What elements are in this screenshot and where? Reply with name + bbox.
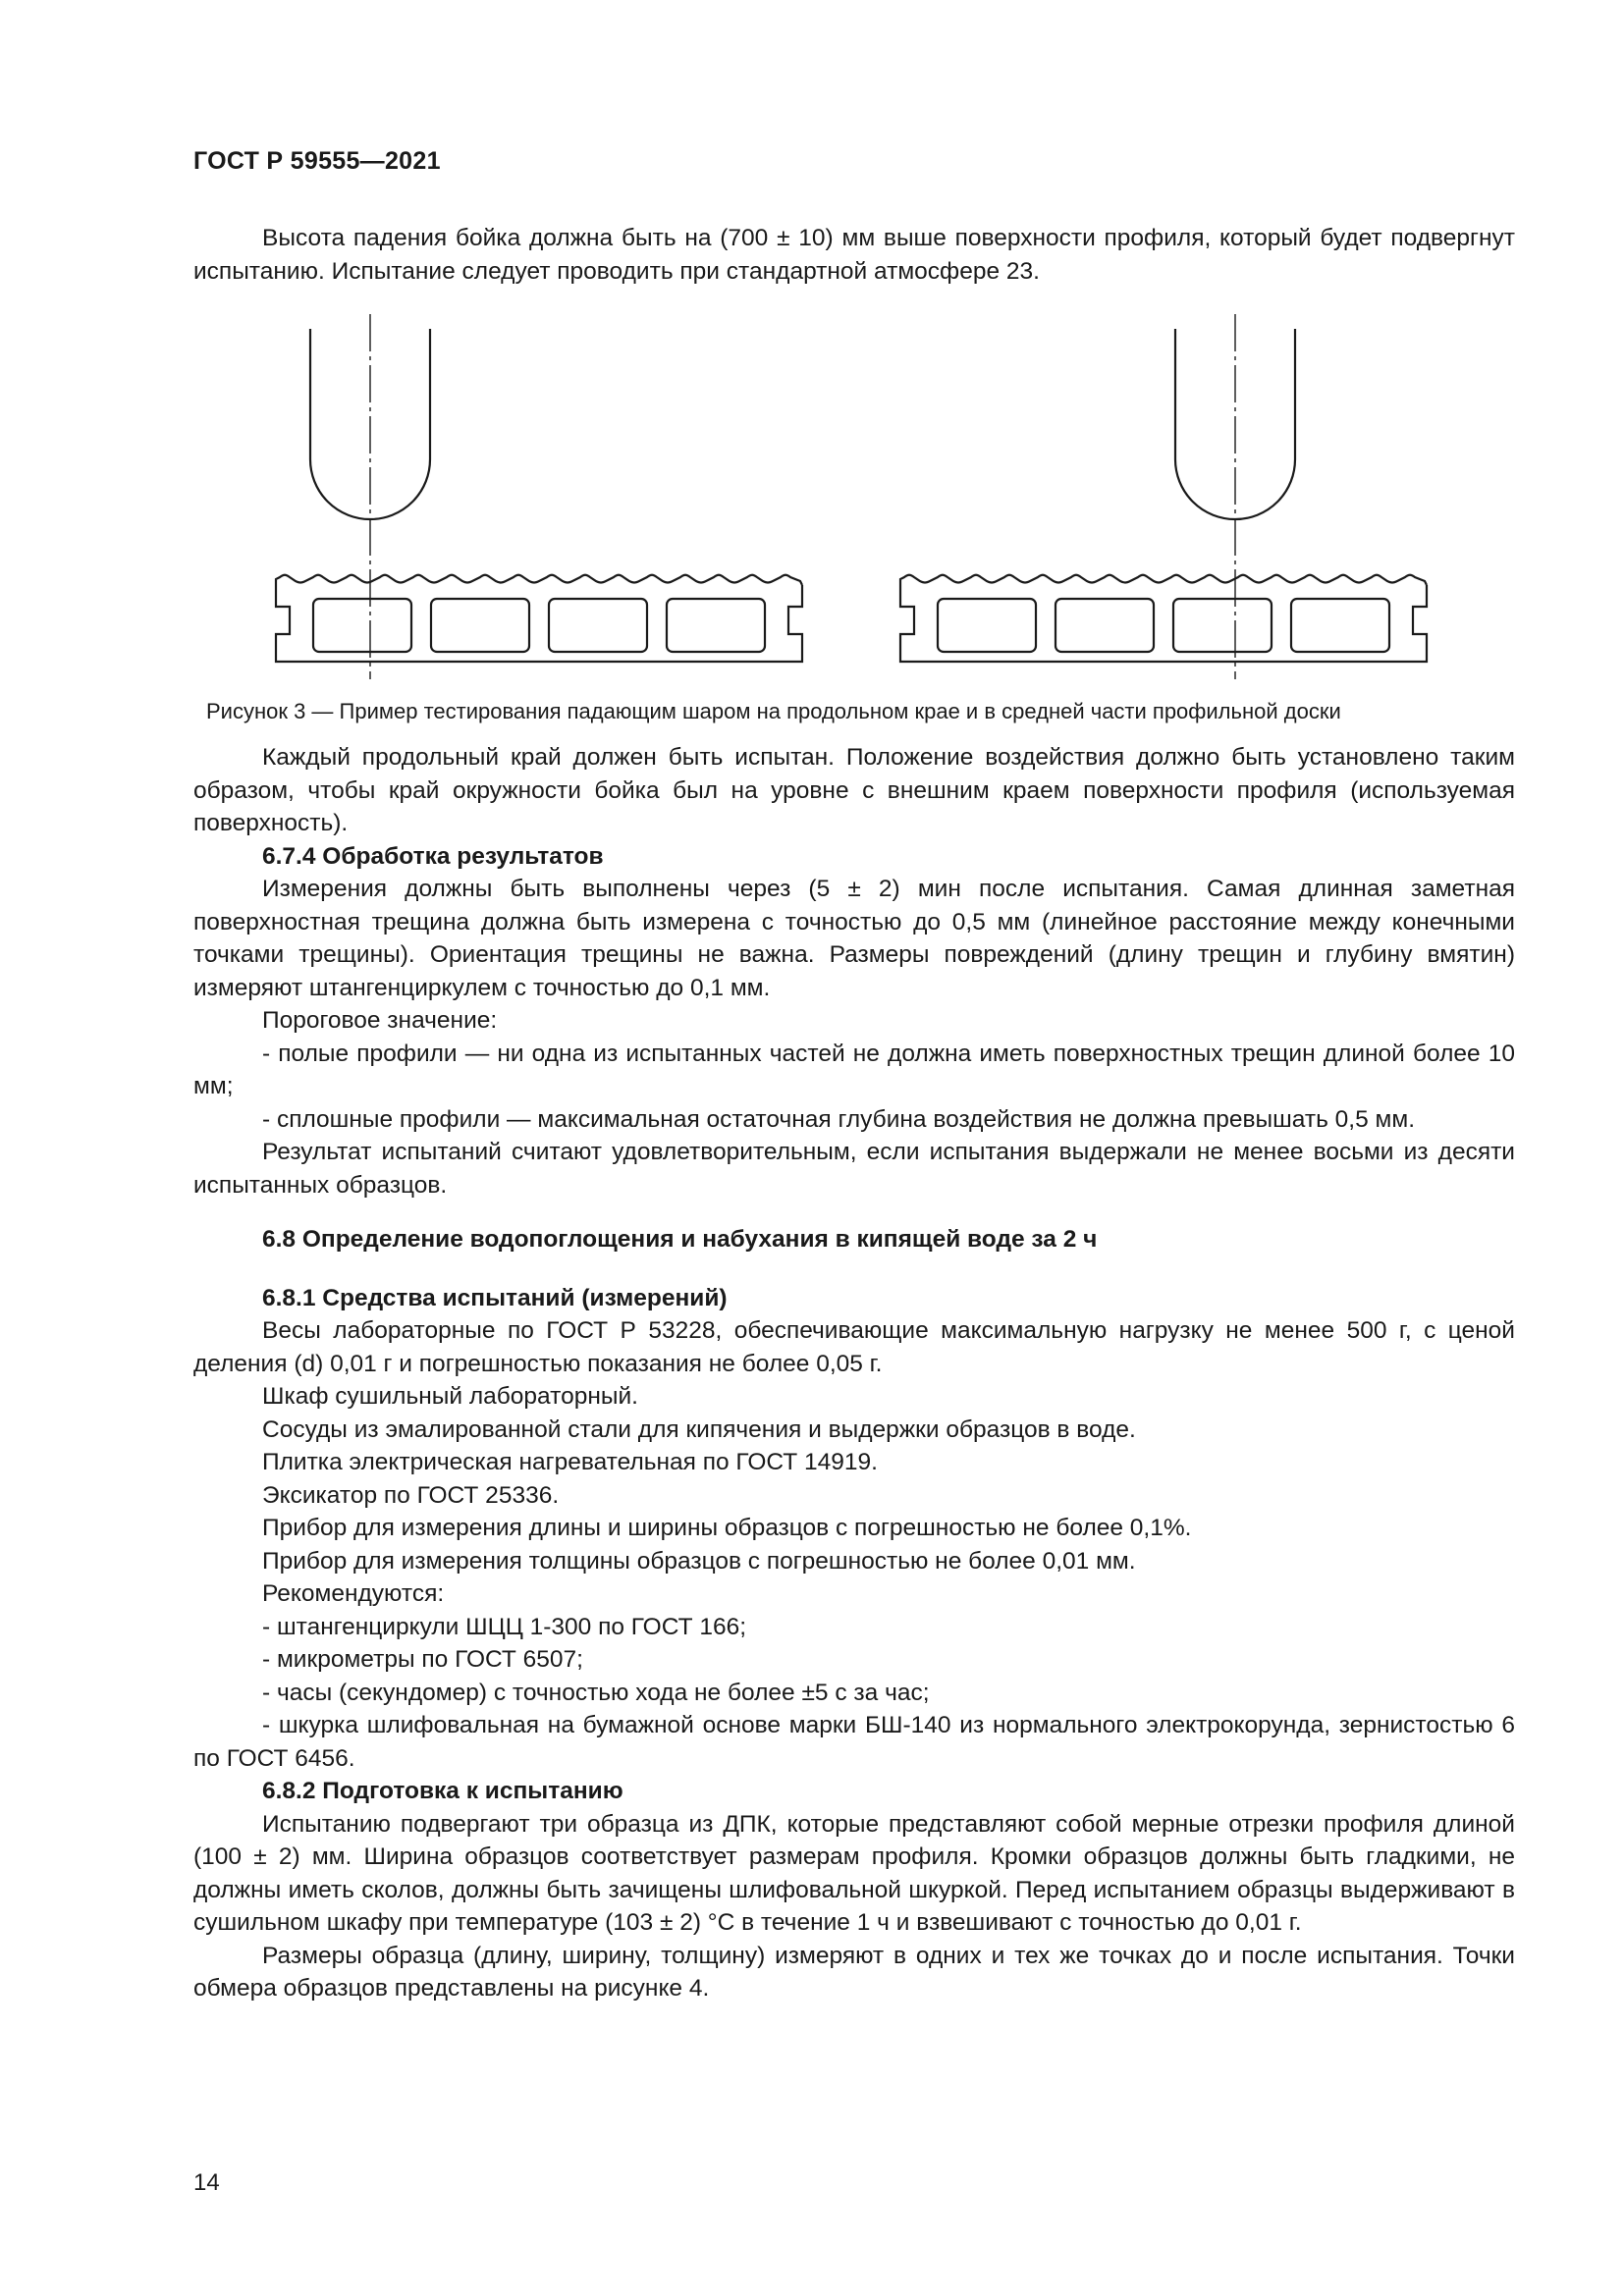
paragraph: Эксикатор по ГОСТ 25336. <box>262 1481 560 1509</box>
paragraph: Результат испытаний считают удовлетворительным, если испытания выдержали не менее восьми из десяти испытанных образцов. <box>193 1139 1515 1199</box>
figure-caption: Рисунок 3 — Пример тестирования падающим шаром на продольном крае и в средней части профильной доски <box>206 699 1341 723</box>
intro-text <box>193 222 1515 288</box>
section-heading-6-8: 6.8 Определение водопоглощения и набухания в кипящей воде за 2 ч <box>262 1226 1098 1253</box>
paragraph: Каждый продольный край должен быть испытан. Положение воздействия должно быть установлено таким образом, чтобы край окружности бойка был на уровне с внешним краем поверхности профиля (используемая поверхность). <box>193 744 1515 836</box>
paragraph: Высота падения бойка должна быть на (700 ± 10) мм выше поверхности профиля, который будет подвергнут испытанию. Испытание следует проводить при стандартной атмосфере 23. <box>193 225 1515 285</box>
page-number: 14 <box>193 2169 220 2196</box>
section-heading-6-8-2: 6.8.2 Подготовка к испытанию <box>262 1778 623 1804</box>
paragraph: Рекомендуются: <box>262 1580 445 1607</box>
paragraph: Шкаф сушильный лабораторный. <box>262 1383 638 1410</box>
drop-test-figure <box>265 312 1453 685</box>
paragraph: Прибор для измерения толщины образцов с погрешностью не более 0,01 мм. <box>262 1547 1136 1575</box>
section-heading-6-8-1: 6.8.1 Средства испытаний (измерений) <box>262 1284 728 1311</box>
paragraph: Пороговое значение: <box>262 1007 498 1034</box>
paragraph: Измерения должны быть выполнены через (5 ± 2) мин после испытания. Самая длинная заметная поверхностная трещина должна быть измерена с точностью до 0,5 мм (линейное расстояние между конечными точками трещины). Ориентация трещины не важна. Размеры повреждений (длину трещин и глубину вмятин) измеряют штангенциркулем с точностью до 0,1 мм. <box>193 876 1515 1001</box>
list-item: - часы (секундомер) с точностью хода не более ±5 с за час; <box>262 1679 930 1706</box>
body-text <box>193 741 1515 2005</box>
list-item: - штангенциркули ШЦЦ 1-300 по ГОСТ 166; <box>262 1613 747 1640</box>
list-item: - полые профили — ни одна из испытанных частей не должна иметь поверхностных трещин длиной более 10 мм; <box>193 1040 1515 1099</box>
paragraph: Сосуды из эмалированной стали для кипячения и выдержки образцов в воде. <box>262 1415 1136 1443</box>
paragraph: Прибор для измерения длины и ширины образцов с погрешностью не более 0,1%. <box>262 1515 1192 1541</box>
paragraph: Плитка электрическая нагревательная по ГОСТ 14919. <box>262 1449 878 1475</box>
list-item: - сплошные профили — максимальная остаточная глубина воздействия не должна превышать 0,5 мм. <box>262 1105 1416 1133</box>
list-item: - микрометры по ГОСТ 6507; <box>262 1646 583 1673</box>
paragraph: Размеры образца (длину, ширину, толщину) измеряют в одних и тех же точках до и после испытания. Точки обмера образцов представлены на рисунке 4. <box>193 1942 1515 2002</box>
document-code-header: ГОСТ Р 59555—2021 <box>193 147 441 175</box>
paragraph: Весы лабораторные по ГОСТ Р 53228, обеспечивающие максимальную нагрузку не менее 500 г, с ценой деления (d) 0,01 г и погрешностью показания не более 0,05 г. <box>193 1317 1515 1377</box>
list-item: - шкурка шлифовальная на бумажной основе марки БШ-140 из нормального электрокорунда, зернистостью 6 по ГОСТ 6456. <box>193 1712 1515 1772</box>
section-heading-6-7-4: 6.7.4 Обработка результатов <box>262 842 604 870</box>
paragraph: Испытанию подвергают три образца из ДПК, которые представляют собой мерные отрезки профиля длиной (100 ± 2) мм. Ширина образцов соответствует размерам профиля. Кромки образцов должны быть гладкими, не должны иметь сколов, должны быть зачищены шлифовальной шкуркой. Перед испытанием образцы выдерживают в сушильном шкафу при температуре (103 ± 2) °С в течение 1 ч и взвешивают с точностью до 0,01 г. <box>193 1810 1515 1936</box>
